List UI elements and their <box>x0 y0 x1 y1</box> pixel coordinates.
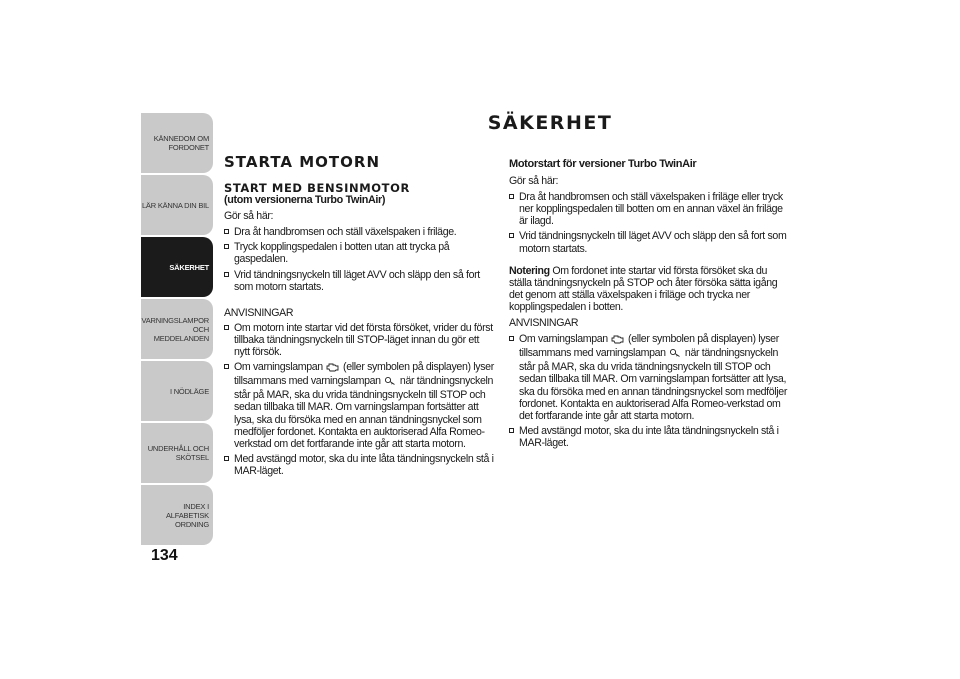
list-item: Tryck kopplingspedalen i botten utan att trycka på gaspedalen. <box>224 241 496 265</box>
tab-i-nodlage[interactable] <box>141 361 213 421</box>
tab-index[interactable] <box>141 485 213 545</box>
tab-label: KÄNNEDOM OM FORDONET <box>153 134 209 152</box>
left-column <box>224 153 496 481</box>
engine-warning-icon <box>611 334 624 347</box>
note-text: när tändningsnyckeln står på MAR, ska du vrida tändningsnyckeln till STOP och sedan tillbaka till MAR. Om varningslampan fortsätter att lysa, ska du försöka med en annan tändningsnyckel som medföljer fordonet. Kontakta en auktoriserad Alfa Romeo-verkstad om det fortfarande inte går att starta motorn. <box>234 375 494 450</box>
note-text: (eller symbolen på displayen) lyser tillsammans med varningslampan <box>234 361 494 388</box>
engine-warning-icon <box>326 362 339 375</box>
subheading: START MED BENSINMOTOR <box>224 181 410 196</box>
notes-list <box>224 322 496 477</box>
list-item <box>509 333 791 422</box>
section-title: SÄKERHET <box>487 112 613 134</box>
notering-label: Notering <box>509 264 550 277</box>
key-warning-icon <box>669 348 681 361</box>
note-text: när tändningsnyckeln står på MAR, ska du vrida tändningsnyckeln till STOP och sedan tillbaka till MAR. Om varningslampan fortsätter att lysa, ska du försöka med en annan tändningsnyckel som medföljer fordonet. Kontakta en auktoriserad Alfa Romeo-verkstad om det fortfarande inte går att starta motorn. <box>519 347 788 422</box>
notes-heading: ANVISNINGAR <box>509 317 579 330</box>
list-item: Vrid tändningsnyckeln till läget AVV och släpp den så fort som motorn startats. <box>224 269 496 293</box>
tab-label: UNDERHÅLL OCH SKÖTSEL <box>147 444 209 462</box>
tab-label: VARNINGSLAMPOR OCH MEDDELANDEN <box>141 315 209 343</box>
steps-list <box>224 226 496 292</box>
list-item: Om motorn inte startar vid det första försöket, vrider du först tillbaka tändningsnyckeln till STOP-läget innan du gör ett nytt försök. <box>224 322 496 358</box>
notes-list <box>509 333 791 449</box>
page-heading: STARTA MOTORN <box>224 153 381 171</box>
tab-sakerhet[interactable] <box>141 237 213 297</box>
notering-paragraph <box>509 265 791 313</box>
tab-label: INDEX I ALFABETISK ORDNING <box>165 501 209 529</box>
tab-kannedom-om-fordonet[interactable] <box>141 113 213 173</box>
intro-text: Gör så här: <box>224 210 274 223</box>
list-item: Med avstängd motor, ska du inte låta tändningsnyckeln stå i MAR-läget. <box>224 453 496 477</box>
list-item: Dra åt handbromsen och ställ växelspaken i friläge. <box>224 226 496 238</box>
section-heading: Motorstart för versioner Turbo TwinAir <box>509 158 697 170</box>
tab-lar-kanna-din-bil[interactable] <box>141 175 213 235</box>
list-item <box>224 361 496 450</box>
list-item: Med avstängd motor, ska du inte låta tändningsnyckeln stå i MAR-läget. <box>509 425 791 449</box>
tab-label: SÄKERHET <box>169 262 209 272</box>
note-text: Om varningslampan <box>519 333 608 346</box>
right-column <box>509 158 791 453</box>
tab-underhall-och-skotsel[interactable] <box>141 423 213 483</box>
notes-heading: ANVISNINGAR <box>224 306 294 319</box>
tab-varningslampor[interactable] <box>141 299 213 359</box>
list-item: Vrid tändningsnyckeln till läget AVV och släpp den så fort som motorn startats. <box>509 230 791 254</box>
key-warning-icon <box>384 376 396 389</box>
notering-text: Om fordonet inte startar vid första försöket ska du ställa tändningsnyckeln på STOP och åter försöka sätta igång det genom att ställa växelspaken i friläge och trycka ner kopplingspedalen i botten. <box>509 264 778 313</box>
note-text: (eller symbolen på displayen) lyser tillsammans med varningslampan <box>519 333 779 360</box>
chapter-sidebar <box>141 113 213 545</box>
tab-label: I NÖDLÄGE <box>169 386 209 396</box>
note-text: Om varningslampan <box>234 361 323 374</box>
subheading-note: (utom versionerna Turbo TwinAir) <box>224 194 386 207</box>
steps-list <box>509 191 791 254</box>
intro-text: Gör så här: <box>509 175 559 188</box>
tab-label: LÄR KÄNNA DIN BIL <box>141 200 209 210</box>
page-number: 134 <box>151 547 178 564</box>
list-item: Dra åt handbromsen och ställ växelspaken i friläge eller tryck ner kopplingspedalen till botten om en annan växel än friläge är ilagd. <box>509 191 791 227</box>
